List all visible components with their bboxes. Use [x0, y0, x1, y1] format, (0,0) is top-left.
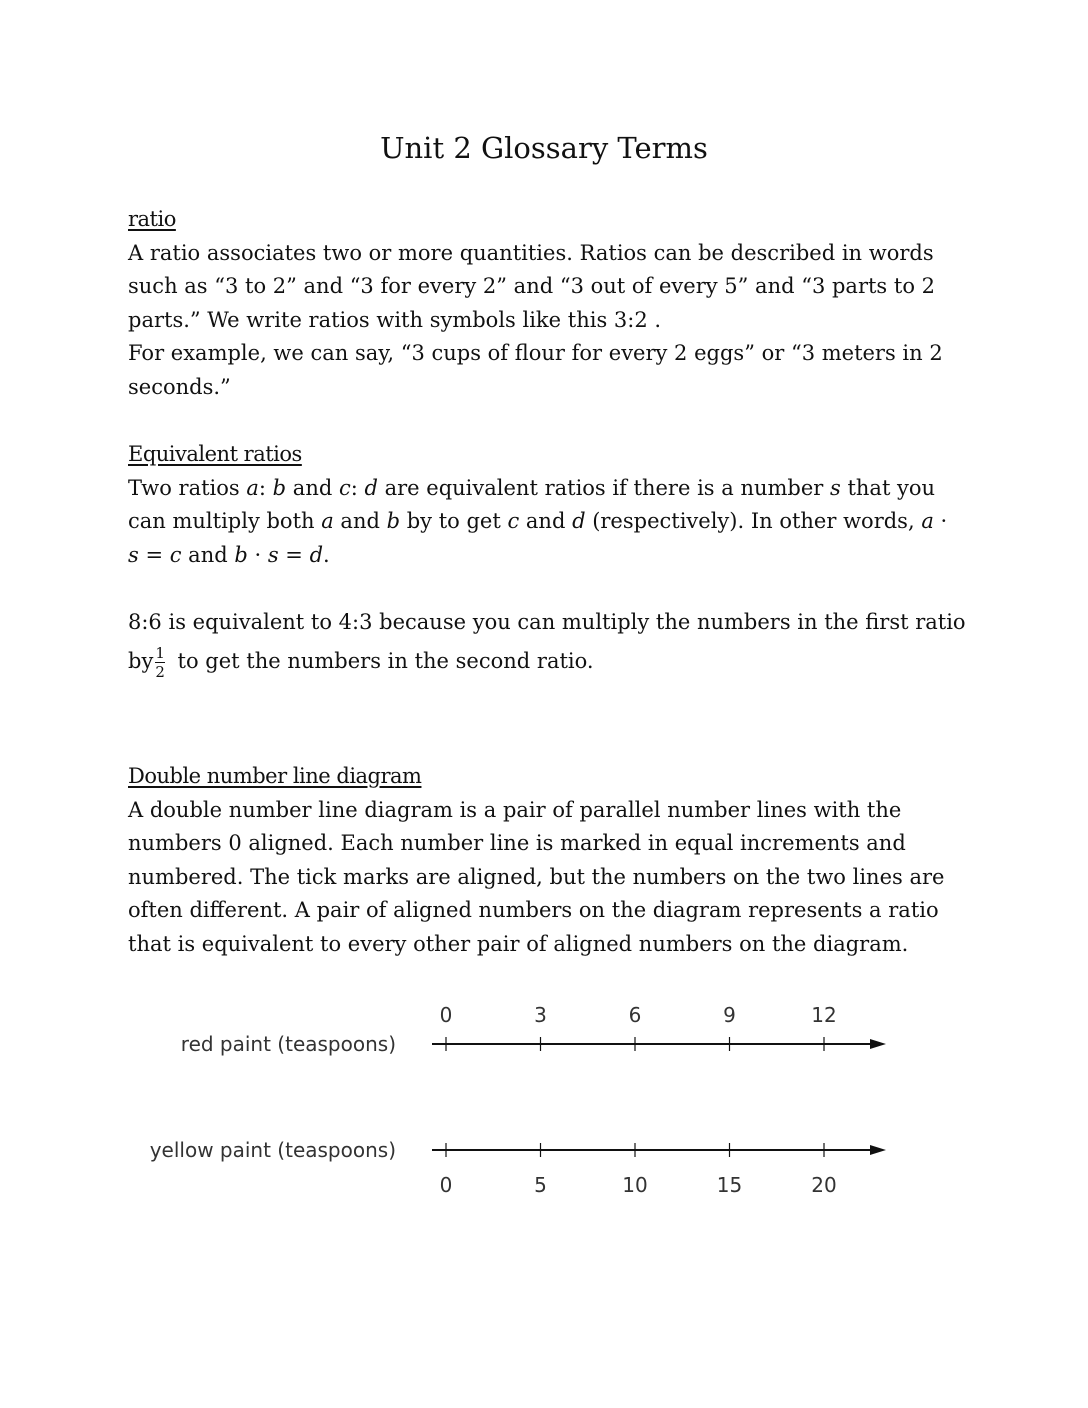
text-run: are equivalent ratios if there is a number — [377, 475, 830, 500]
double-number-line-heading: Double number line diagram — [128, 764, 422, 788]
double-number-line-definition-line: A double number line diagram is a pair of parallel number lines with the — [128, 797, 902, 822]
text-run: by — [128, 648, 154, 673]
red-paint-tick-label: 3 — [534, 1003, 547, 1027]
text-run: · — [933, 509, 948, 534]
fraction-numerator: 1 — [155, 643, 165, 662]
math-variable: s — [128, 542, 139, 567]
equivalent-example-line — [128, 644, 968, 681]
text-run: can multiply both — [128, 509, 322, 534]
text-run: by to get — [400, 509, 508, 534]
math-variable: b — [386, 509, 401, 534]
double-number-line-definition-line: that is equivalent to every other pair of aligned numbers on the diagram. — [128, 931, 909, 956]
math-variable: a — [921, 509, 934, 534]
math-variable: a — [321, 509, 334, 534]
double-number-line-definition-line: numbers 0 aligned. Each number line is marked in equal increments and — [128, 831, 906, 856]
yellow-paint-line-label: yellow paint (teaspoons) — [149, 1138, 396, 1162]
fraction-denominator: 2 — [155, 662, 165, 681]
math-variable: a — [246, 475, 259, 500]
math-variable: c — [338, 475, 351, 500]
ratio-section — [128, 203, 968, 405]
text-run: and — [181, 542, 235, 567]
text-run: Two ratios — [128, 475, 247, 500]
text-run: = — [138, 542, 170, 567]
equivalent-ratios-heading: Equivalent ratios — [128, 442, 302, 466]
equivalent-example-line: 8:6 is equivalent to 4:3 because you can multiply the numbers in the first ratio — [128, 609, 966, 634]
math-variable: s — [830, 475, 841, 500]
equivalent-definition-line — [128, 505, 968, 539]
double-number-line-diagram — [128, 996, 908, 1206]
math-variable: b — [272, 475, 287, 500]
ratio-example-line: For example, we can say, “3 cups of flour for every 2 eggs” or “3 meters in 2 — [128, 341, 943, 366]
math-variable: s — [267, 542, 279, 567]
page-title: Unit 2 Glossary Terms — [380, 131, 708, 165]
math-variable: d — [572, 509, 586, 534]
red-paint-tick-label: 6 — [628, 1003, 642, 1027]
text-run: that you — [840, 475, 936, 500]
ratio-heading: ratio — [128, 207, 176, 231]
red-paint-tick-label: 12 — [811, 1003, 837, 1027]
yellow-paint-tick-label: 20 — [811, 1173, 837, 1197]
yellow-paint-arrowhead — [870, 1145, 886, 1155]
ratio-example-line: seconds.” — [128, 374, 231, 399]
double-number-line-definition-line: often different. A pair of aligned numbers on the diagram represents a ratio — [128, 898, 939, 923]
ratio-definition-line: such as “3 to 2” and “3 for every 2” and “3 out of every 5” and “3 parts to 2 — [128, 274, 935, 299]
yellow-paint-tick-label: 15 — [716, 1173, 743, 1197]
yellow-paint-tick-label: 5 — [534, 1173, 547, 1197]
ratio-definition-line: parts.” We write ratios with symbols like this 3:2 . — [128, 307, 662, 332]
text-run: (respectively). In other words, — [585, 509, 922, 534]
equivalent-ratios-section — [128, 438, 968, 681]
yellow-paint-tick-label: 10 — [622, 1173, 648, 1197]
double-number-line-definition-line: numbered. The tick marks are aligned, but the numbers on the two lines are — [128, 864, 945, 889]
math-variable: d — [309, 542, 324, 567]
math-variable: b — [234, 542, 248, 567]
equivalent-definition-line — [128, 472, 968, 506]
yellow-paint-tick-label: 0 — [439, 1173, 453, 1197]
double-number-line-section — [128, 760, 968, 962]
red-paint-line-label: red paint (teaspoons) — [180, 1032, 396, 1056]
text-run: . — [323, 542, 330, 567]
equivalent-definition-line — [128, 539, 968, 573]
double-number-line-svg — [128, 996, 908, 1206]
text-run: : — [350, 475, 365, 500]
ratio-definition-line: A ratio associates two or more quantities. Ratios can be described in words — [128, 240, 934, 265]
red-paint-tick-label: 0 — [439, 1003, 453, 1027]
math-variable: c — [507, 509, 520, 534]
fraction-one-half — [155, 644, 165, 681]
math-variable: d — [364, 475, 378, 500]
text-run: and — [519, 509, 573, 534]
red-paint-arrowhead — [870, 1039, 886, 1049]
text-run: and — [333, 509, 387, 534]
math-variable: c — [169, 542, 182, 567]
red-paint-tick-label: 9 — [723, 1003, 736, 1027]
text-run: = — [278, 542, 310, 567]
text-run: : — [258, 475, 273, 500]
text-run: and — [286, 475, 339, 500]
text-run: to get the numbers in the second ratio. — [170, 648, 594, 673]
text-run: · — [247, 542, 268, 567]
